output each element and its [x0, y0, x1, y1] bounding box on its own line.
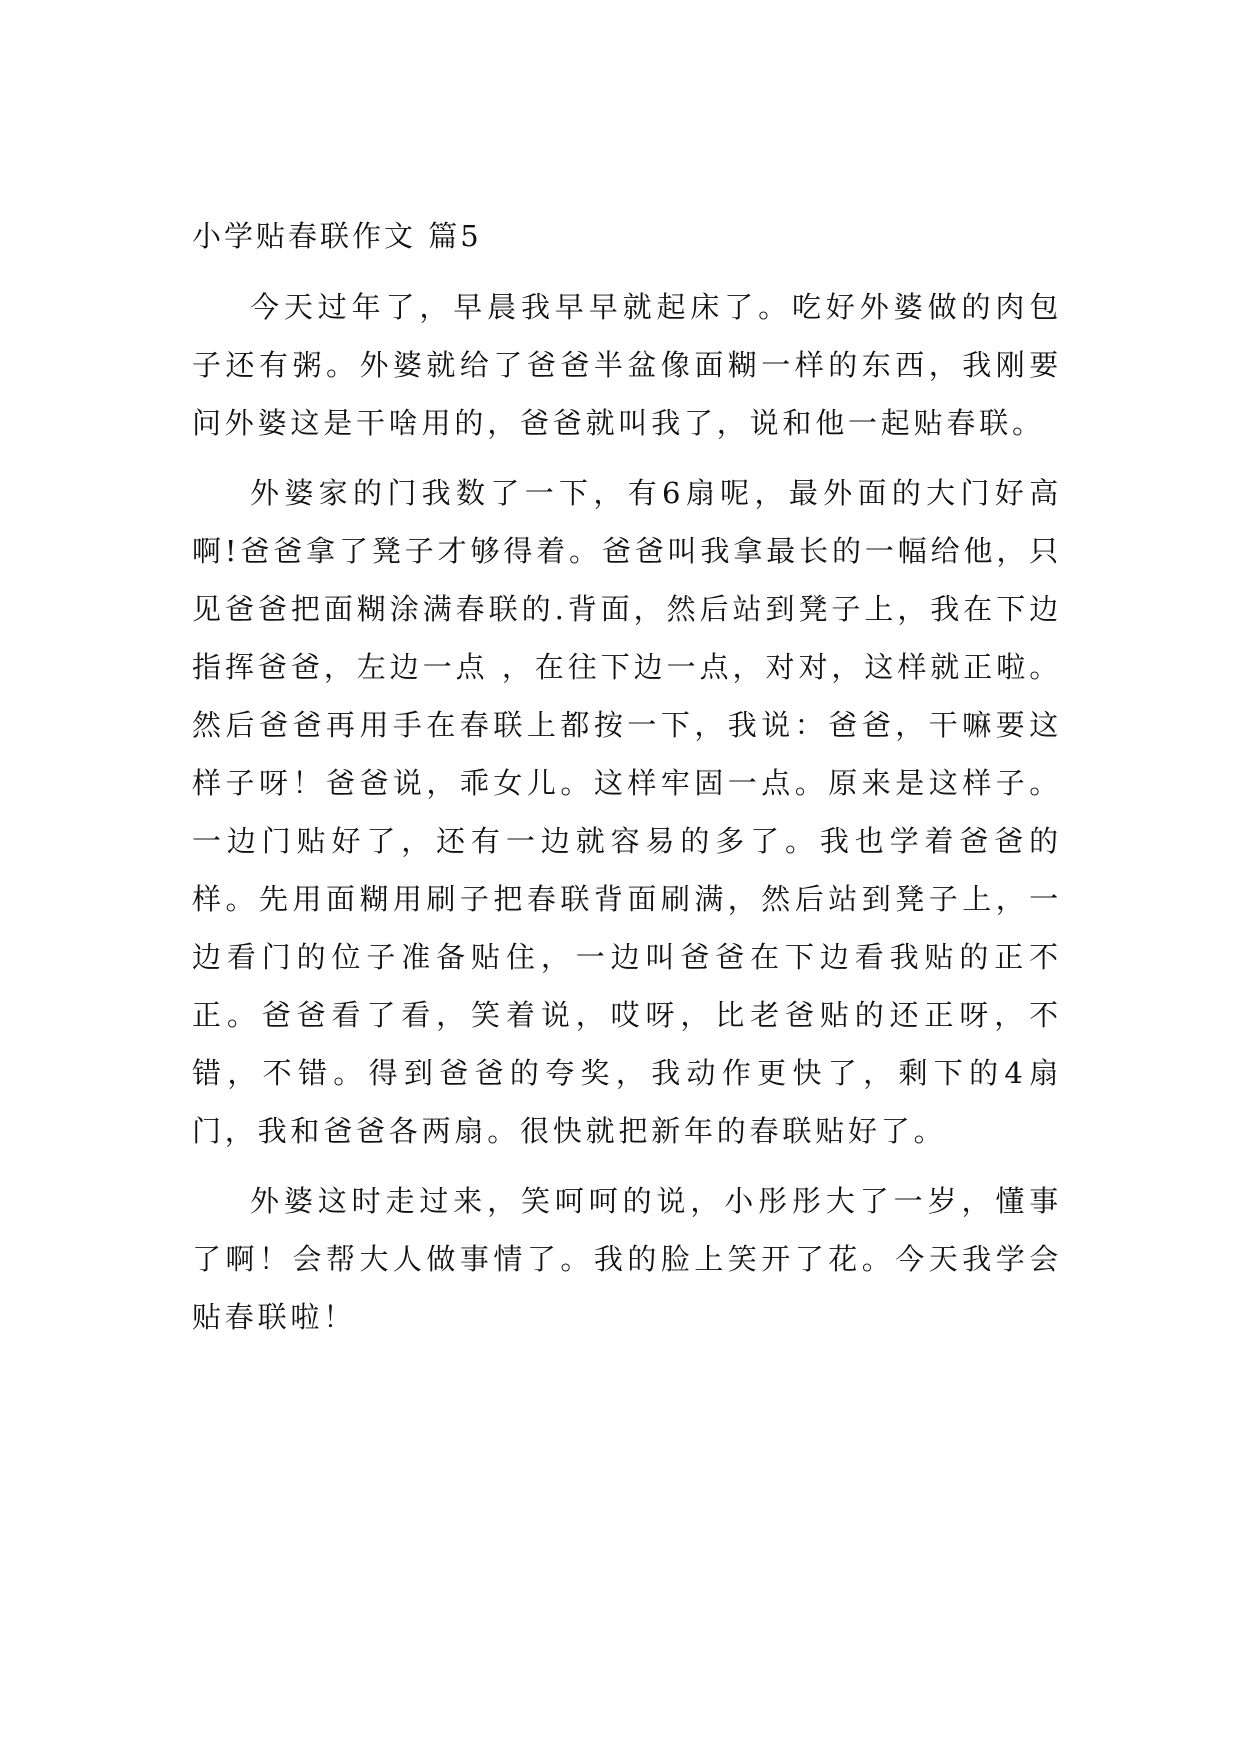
paragraph-3: 外婆这时走过来，笑呵呵的说，小彤彤大了一岁，懂事了啊！会帮大人做事情了。我的脸上笑开了花。今天我学会贴春联啦！	[192, 1184, 1062, 1334]
essay-title: 小学贴春联作文 篇5	[192, 219, 482, 253]
document-body	[192, 214, 1062, 1358]
paragraph-1: 今天过年了，早晨我早早就起床了。吃好外婆做的肉包子还有粥。外婆就给了爸爸半盆像面糊一样的东西，我刚要问外婆这是干啥用的，爸爸就叫我了，说和他一起贴春联。	[192, 290, 1062, 440]
paragraph-2: 外婆家的门我数了一下，有6扇呢，最外面的大门好高啊!爸爸拿了凳子才够得着。爸爸叫我拿最长的一幅给他，只见爸爸把面糊涂满春联的.背面，然后站到凳子上，我在下边指挥爸爸，左边一点 ，在往下边一点，对对，这样就正啦。然后爸爸再用手在春联上都按一下，我说：爸爸，干嘛要这样子呀！爸爸说，乖女儿。这样牢固一点。原来是这样子。一边门贴好了，还有一边就容易的多了。我也学着爸爸的样。先用面糊用刷子把春联背面刷满，然后站到凳子上，一边看门的位子准备贴住，一边叫爸爸在下边看我贴的正不正。爸爸看了看，笑着说，哎呀，比老爸贴的还正呀，不错，不错。得到爸爸的夸奖，我动作更快了，剩下的4扇门，我和爸爸各两扇。很快就把新年的春联贴好了。	[192, 476, 1062, 1148]
